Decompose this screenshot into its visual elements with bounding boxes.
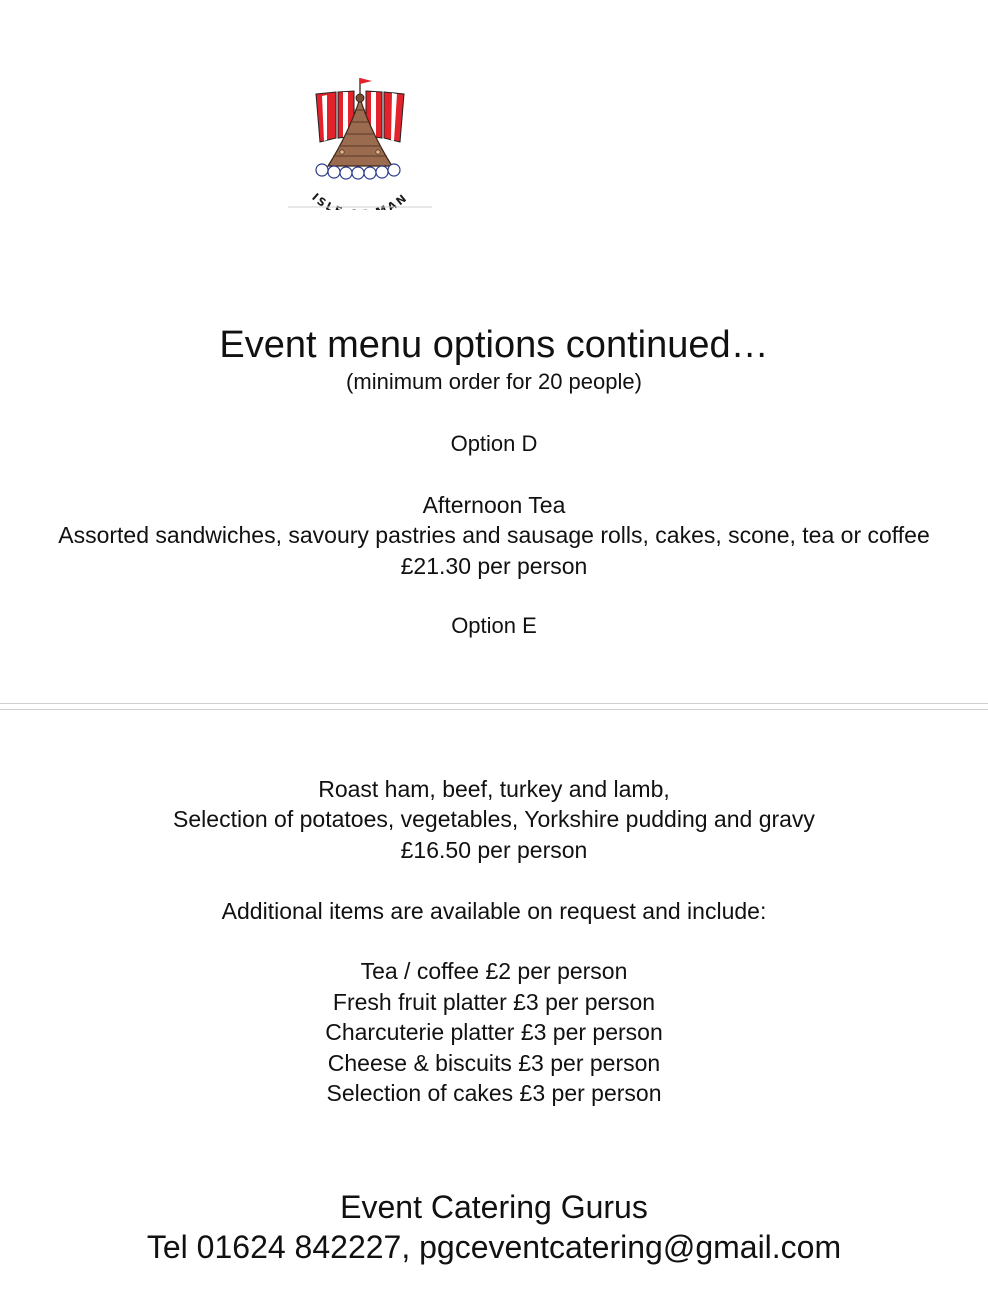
- additional-item: Charcuterie platter £3 per person: [325, 1019, 663, 1045]
- additional-item: Tea / coffee £2 per person: [360, 958, 628, 984]
- option-d-name: Afternoon Tea: [422, 492, 566, 518]
- additional-item: Selection of cakes £3 per person: [326, 1080, 662, 1106]
- viking-ship-emblem-icon: [286, 58, 434, 210]
- option-e-heading: Option E: [451, 613, 537, 638]
- footer-company: Event Catering Gurus: [340, 1189, 648, 1225]
- option-d-heading: Option D: [450, 431, 538, 456]
- option-e-price: £16.50 per person: [400, 837, 588, 863]
- page-break-divider: [0, 703, 988, 704]
- additional-intro: Additional items are available on request and include:: [221, 898, 767, 924]
- page-subtitle: (minimum order for 20 people): [346, 369, 642, 394]
- additional-item: Fresh fruit platter £3 per person: [332, 989, 656, 1015]
- option-d-description: Assorted sandwiches, savoury pastries and sausage rolls, cakes, scone, tea or coffee: [58, 522, 930, 548]
- additional-item: Cheese & biscuits £3 per person: [327, 1050, 661, 1076]
- logo-bottom-text: ISL AN: [309, 190, 411, 210]
- page-title: Event menu options continued…: [219, 324, 769, 366]
- option-d-price: £21.30 per person: [400, 553, 588, 579]
- page-break-divider: [0, 709, 988, 710]
- footer-contact: Tel 01624 842227, pgceventcatering@gmail.com: [146, 1229, 842, 1265]
- option-e-line: Selection of potatoes, vegetables, Yorkshire pudding and gravy: [173, 806, 815, 832]
- option-e-line: Roast ham, beef, turkey and lamb,: [318, 776, 670, 802]
- club-logo: [286, 58, 434, 210]
